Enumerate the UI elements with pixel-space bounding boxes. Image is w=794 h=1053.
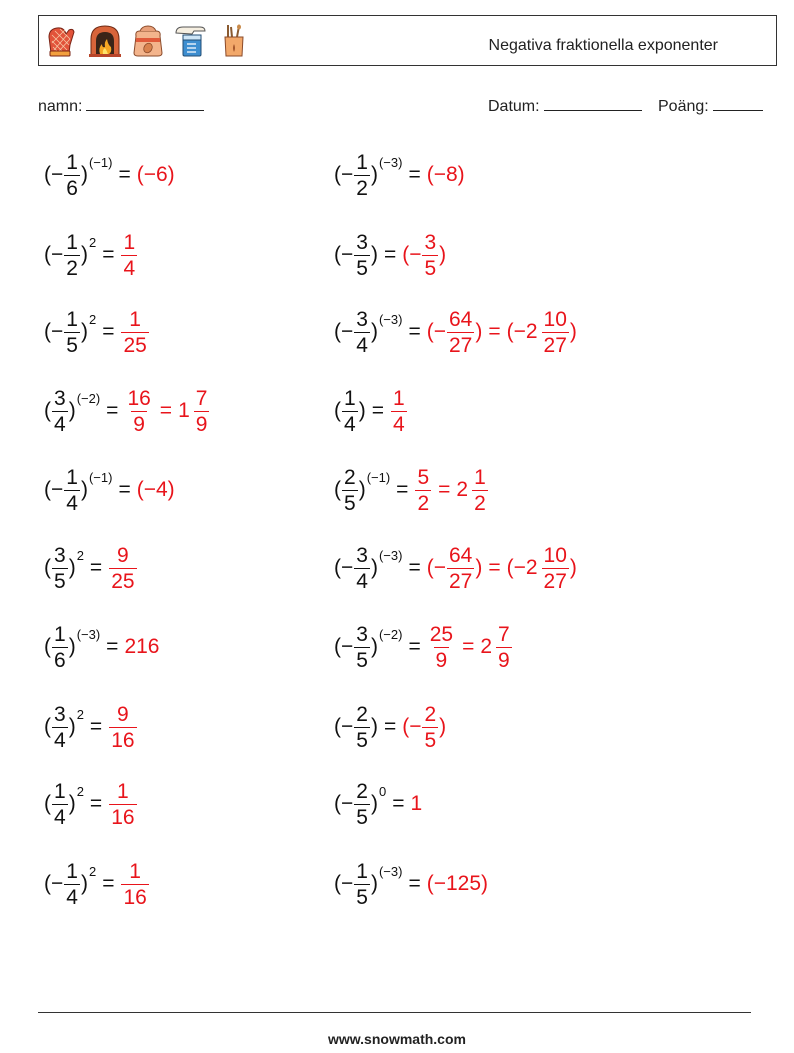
footer-url[interactable]: www.snowmath.com: [328, 1031, 466, 1047]
oven-mitt-icon: [45, 23, 79, 59]
exponent: 0: [378, 783, 387, 799]
base-fraction: $\frac{3}{5}$: [356, 230, 368, 280]
worksheet-title: Negativa fraktionella exponenter: [488, 37, 718, 54]
problem-l7: ( $\frac{1}{6}$ ) (−3) = 216: [44, 622, 160, 672]
answer-fraction: $\frac{25}{9}$: [429, 622, 454, 672]
answer: (−4): [136, 478, 175, 501]
mixed-whole: −2: [513, 320, 538, 343]
problem-r9: (− $\frac{2}{5}$ ) 0 = 1: [334, 779, 423, 829]
problem-r10: (− $\frac{1}{5}$ ) (−3) = (−125): [334, 859, 488, 909]
answer-fraction: $\frac{3}{5}$: [424, 230, 437, 280]
answer-fraction: $\frac{1}{16}$: [123, 859, 147, 909]
base-fraction: $\frac{1}{4}$: [54, 779, 66, 829]
name-label: namn:: [38, 98, 83, 115]
utensil-holder-icon: [217, 23, 251, 59]
problem-r6: (− $\frac{3}{4}$ ) (−3) = (− $\frac{64}{27}$ ) = ( −2 $\frac{10}{27}$ ): [334, 543, 577, 593]
problem-l9: ( $\frac{1}{4}$ ) 2 = $\frac{1}{16}$: [44, 779, 135, 829]
base-fraction: $\frac{1}{6}$: [54, 622, 66, 672]
base-fraction: $\frac{1}{4}$: [66, 859, 78, 909]
base-fraction: $\frac{2}{5}$: [344, 465, 356, 515]
date-label: Datum:: [488, 98, 540, 115]
problem-r4: ( $\frac{1}{4}$ ) = $\frac{1}{4}$: [334, 386, 405, 436]
exponent: (−3): [378, 863, 403, 879]
mixed-fraction: $\frac{10}{27}$: [543, 307, 567, 357]
worksheet-header: [38, 15, 777, 66]
answer-fraction: $\frac{1}{25}$: [123, 307, 147, 357]
name-field: [38, 95, 204, 116]
base-fraction: $\frac{3}{5}$: [356, 622, 368, 672]
problem-r3: (− $\frac{3}{4}$ ) (−3) = (− $\frac{64}{27}$ ) = ( −2 $\frac{10}{27}$ ): [334, 307, 577, 357]
mixed-fraction: $\frac{7}{9}$: [195, 386, 208, 436]
problem-l4: ( $\frac{3}{4}$ ) (−2) = $\frac{16}{9}$ = 1 $\frac{7}{9}$: [44, 386, 208, 436]
answer-fraction: $\frac{16}{9}$: [127, 386, 151, 436]
mixed-fraction: $\frac{1}{2}$: [474, 465, 486, 515]
problem-l2: (− $\frac{1}{2}$ ) 2 = $\frac{1}{4}$: [44, 230, 136, 280]
problem-l5: (− $\frac{1}{4}$ ) (−1) = (−4): [44, 465, 175, 515]
exponent: (−2): [378, 626, 403, 642]
exponent: 2: [88, 311, 97, 327]
score-blank[interactable]: [713, 95, 763, 111]
fireplace-icon: [88, 23, 122, 59]
base-fraction: $\frac{2}{5}$: [356, 702, 368, 752]
name-blank[interactable]: [86, 95, 204, 111]
exponent: (−3): [76, 626, 101, 642]
base-fraction: $\frac{3}{4}$: [356, 543, 368, 593]
base-fraction: $\frac{1}{5}$: [66, 307, 78, 357]
answer-fraction: $\frac{1}{4}$: [123, 230, 136, 280]
answer-fraction: $\frac{1}{4}$: [392, 386, 405, 436]
exponent: 2: [76, 783, 84, 799]
base-fraction: $\frac{3}{4}$: [54, 386, 66, 436]
exponent: (−3): [378, 311, 403, 327]
base-fraction: $\frac{3}{5}$: [54, 543, 66, 593]
score-label: Poäng:: [658, 98, 709, 115]
exponent: (−2): [76, 390, 101, 406]
exponent: 2: [76, 706, 84, 722]
answer-fraction: $\frac{1}{16}$: [111, 779, 135, 829]
mixed-whole: 1: [178, 399, 190, 422]
mixed-whole: −2: [513, 556, 538, 579]
base-fraction: $\frac{1}{2}$: [66, 230, 78, 280]
answer-fraction: $\frac{64}{27}$: [448, 307, 473, 357]
mixed-fraction: $\frac{7}{9}$: [498, 622, 510, 672]
answer: (−125): [426, 872, 488, 895]
answer-fraction: $\frac{64}{27}$: [448, 543, 473, 593]
exponent: 2: [76, 547, 84, 563]
date-blank[interactable]: [544, 95, 642, 111]
base-fraction: $\frac{3}{4}$: [54, 702, 66, 752]
problem-r2: (− $\frac{3}{5}$ ) = (− $\frac{3}{5}$ ): [334, 230, 447, 280]
base-fraction: $\frac{1}{5}$: [356, 859, 368, 909]
answer: 216: [124, 635, 160, 658]
problem-l10: (− $\frac{1}{4}$ ) 2 = $\frac{1}{16}$: [44, 859, 147, 909]
problem-r5: ( $\frac{2}{5}$ ) (−1) = $\frac{5}{2}$ = 2 $\frac{1}{2}$: [334, 465, 486, 515]
problem-l8: ( $\frac{3}{4}$ ) 2 = $\frac{9}{16}$: [44, 702, 135, 752]
base-fraction: $\frac{2}{5}$: [356, 779, 368, 829]
base-fraction: $\frac{1}{6}$: [66, 150, 78, 200]
exponent: 2: [88, 234, 97, 250]
exponent: (−3): [378, 154, 403, 170]
footer-divider: [38, 1012, 751, 1013]
score-field: [658, 95, 763, 116]
problem-l3: (− $\frac{1}{5}$ ) 2 = $\frac{1}{25}$: [44, 307, 147, 357]
exponent: (−1): [88, 154, 113, 170]
answer: (−8): [426, 163, 465, 186]
date-field: [488, 95, 642, 116]
exponent: (−3): [378, 547, 403, 563]
mixed-fraction: $\frac{10}{27}$: [543, 543, 567, 593]
answer-fraction: $\frac{9}{25}$: [111, 543, 135, 593]
base-fraction: $\frac{1}{2}$: [356, 150, 368, 200]
problem-l6: ( $\frac{3}{5}$ ) 2 = $\frac{9}{25}$: [44, 543, 135, 593]
problem-r1: (− $\frac{1}{2}$ ) (−3) = (−8): [334, 150, 465, 200]
base-fraction: $\frac{1}{4}$: [66, 465, 78, 515]
exponent: (−1): [88, 469, 113, 485]
open-paren: (−: [44, 163, 64, 186]
measuring-cup-icon: [174, 23, 208, 59]
answer-fraction: $\frac{5}{2}$: [417, 465, 430, 515]
flour-sack-icon: [131, 23, 165, 59]
answer-fraction: $\frac{9}{16}$: [111, 702, 135, 752]
problem-r7: (− $\frac{3}{5}$ ) (−2) = $\frac{25}{9}$ = 2 $\frac{7}{9}$: [334, 622, 510, 672]
problem-r8: (− $\frac{2}{5}$ ) = (− $\frac{2}{5}$ ): [334, 702, 447, 752]
exponent: 2: [88, 863, 97, 879]
exponent: (−1): [366, 469, 391, 485]
mixed-whole: 2: [480, 635, 493, 658]
header-icons: [45, 23, 251, 59]
base-fraction: $\frac{1}{4}$: [344, 386, 356, 436]
answer-fraction: $\frac{2}{5}$: [424, 702, 437, 752]
mixed-whole: 2: [456, 478, 469, 501]
base-fraction: $\frac{3}{4}$: [356, 307, 368, 357]
answer: 1: [410, 792, 423, 815]
answer: (−6): [136, 163, 175, 186]
problem-l1: (− $\frac{1}{6}$ ) (−1) = (−6): [44, 150, 175, 200]
